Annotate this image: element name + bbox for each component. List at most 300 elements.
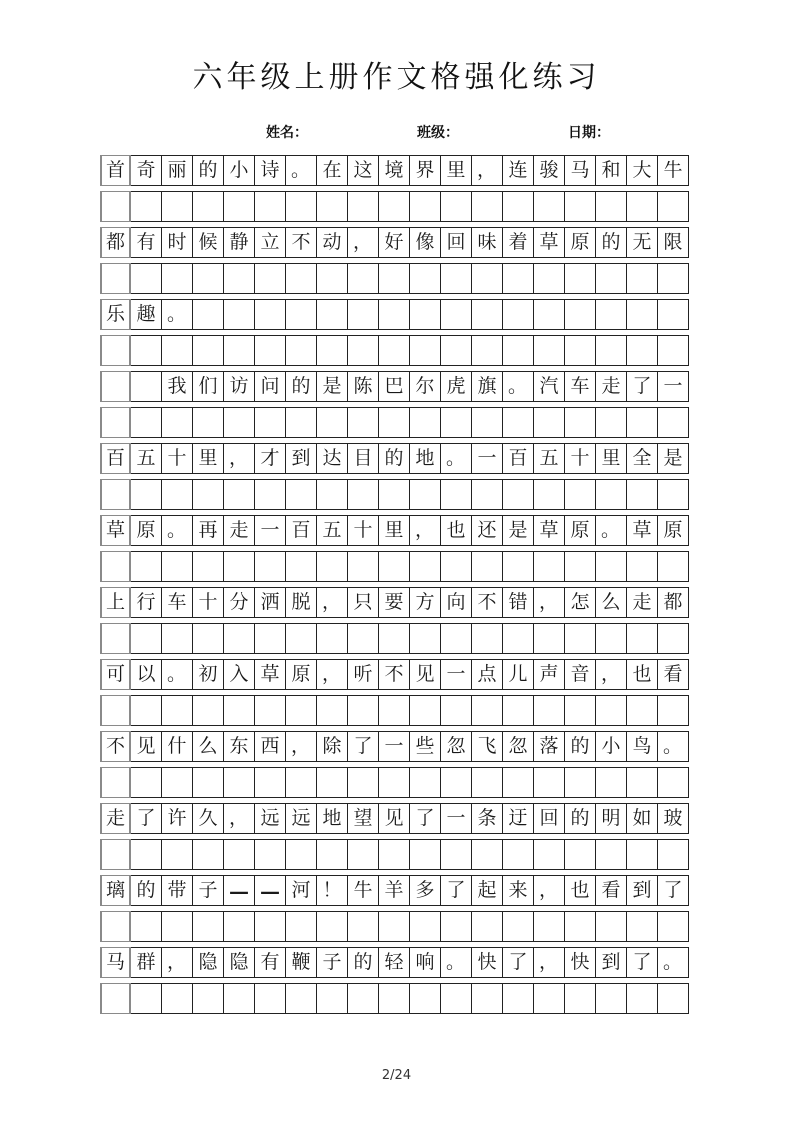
grid-cell: 牛 xyxy=(348,876,379,905)
grid-cell: 的 xyxy=(193,156,224,185)
grid-cell: 牛 xyxy=(658,156,689,185)
grid-row-blank xyxy=(100,479,689,510)
grid-cell: 可 xyxy=(100,659,131,690)
grid-cell: 界 xyxy=(410,156,441,185)
grid-cell xyxy=(193,768,224,797)
grid-cell: 。 xyxy=(441,948,472,977)
grid-cell: 快 xyxy=(472,948,503,977)
grid-cell: 里 xyxy=(379,516,410,545)
grid-cell: 静 xyxy=(224,228,255,257)
grid-cell: 有 xyxy=(131,228,162,257)
grid-cell xyxy=(348,984,379,1013)
grid-cell: 百 xyxy=(286,516,317,545)
grid-cell: 到 xyxy=(627,876,658,905)
grid-cell: 地 xyxy=(317,804,348,833)
grid-cell: 都 xyxy=(658,588,689,617)
grid-cell xyxy=(534,768,565,797)
grid-cell: 丽 xyxy=(162,156,193,185)
grid-cell: 璃 xyxy=(100,875,131,906)
grid-cell: 声 xyxy=(534,660,565,689)
grid-cell: 里 xyxy=(596,444,627,473)
grid-cell xyxy=(131,480,162,509)
grid-cell xyxy=(441,696,472,725)
grid-cell: 听 xyxy=(348,660,379,689)
grid-cell: 要 xyxy=(379,588,410,617)
grid-cell xyxy=(224,552,255,581)
grid-cell xyxy=(503,336,534,365)
grid-cell: 里 xyxy=(441,156,472,185)
grid-cell xyxy=(658,408,689,437)
grid-cell xyxy=(596,768,627,797)
grid-cell: 一 xyxy=(441,804,472,833)
grid-cell: 群 xyxy=(131,948,162,977)
grid-cell: 了 xyxy=(131,804,162,833)
grid-cell xyxy=(348,912,379,941)
grid-row-text xyxy=(100,731,689,762)
grid-cell: 虎 xyxy=(441,372,472,401)
grid-cell xyxy=(627,300,658,329)
grid-cell xyxy=(286,768,317,797)
grid-row-text xyxy=(100,947,689,978)
grid-cell: 除 xyxy=(317,732,348,761)
grid-cell: 见 xyxy=(131,732,162,761)
grid-cell: 脱 xyxy=(286,588,317,617)
grid-cell: 一 xyxy=(472,444,503,473)
grid-cell xyxy=(348,552,379,581)
grid-cell xyxy=(596,552,627,581)
grid-cell xyxy=(131,408,162,437)
grid-cell: 如 xyxy=(627,804,658,833)
grid-cell xyxy=(534,264,565,293)
grid-cell xyxy=(224,480,255,509)
grid-cell: 的 xyxy=(565,804,596,833)
grid-cell xyxy=(472,696,503,725)
grid-cell xyxy=(255,912,286,941)
grid-cell: 河 xyxy=(286,876,317,905)
grid-row-blank xyxy=(100,407,689,438)
grid-cell xyxy=(627,264,658,293)
grid-cell xyxy=(348,336,379,365)
grid-cell xyxy=(255,696,286,725)
grid-cell: 巴 xyxy=(379,372,410,401)
grid-cell xyxy=(627,912,658,941)
grid-cell xyxy=(627,552,658,581)
grid-cell xyxy=(441,552,472,581)
grid-cell xyxy=(162,912,193,941)
grid-cell xyxy=(224,840,255,869)
grid-cell xyxy=(472,192,503,221)
grid-cell xyxy=(441,408,472,437)
grid-cell: 落 xyxy=(534,732,565,761)
grid-cell: 的 xyxy=(286,372,317,401)
grid-cell: 了 xyxy=(658,876,689,905)
grid-cell xyxy=(379,984,410,1013)
grid-cell xyxy=(100,335,131,366)
grid-row-text xyxy=(100,371,689,402)
grid-cell: 鸟 xyxy=(627,732,658,761)
grid-cell xyxy=(286,408,317,437)
grid-cell xyxy=(503,300,534,329)
grid-cell xyxy=(534,480,565,509)
grid-cell: 一 xyxy=(441,660,472,689)
grid-cell xyxy=(255,264,286,293)
grid-cell xyxy=(441,264,472,293)
grid-cell xyxy=(379,408,410,437)
grid-cell xyxy=(596,984,627,1013)
grid-cell xyxy=(627,624,658,653)
grid-cell xyxy=(658,912,689,941)
grid-cell xyxy=(441,624,472,653)
grid-cell: 动 xyxy=(317,228,348,257)
grid-cell xyxy=(379,336,410,365)
grid-cell: 十 xyxy=(348,516,379,545)
grid-cell xyxy=(131,840,162,869)
grid-cell xyxy=(503,192,534,221)
grid-cell xyxy=(503,480,534,509)
grid-cell: 十 xyxy=(162,444,193,473)
grid-cell: 大 xyxy=(627,156,658,185)
grid-row-blank xyxy=(100,839,689,870)
grid-cell xyxy=(472,840,503,869)
grid-cell xyxy=(472,480,503,509)
grid-cell: 达 xyxy=(317,444,348,473)
grid-cell: 原 xyxy=(658,516,689,545)
grid-row-text xyxy=(100,659,689,690)
grid-cell xyxy=(658,300,689,329)
grid-cell xyxy=(348,408,379,437)
grid-cell xyxy=(255,624,286,653)
grid-cell: 着 xyxy=(503,228,534,257)
grid-cell xyxy=(255,336,286,365)
grid-cell xyxy=(410,192,441,221)
grid-cell: ， xyxy=(224,804,255,833)
grid-cell: 十 xyxy=(193,588,224,617)
grid-cell: 有 xyxy=(255,948,286,977)
grid-cell xyxy=(131,768,162,797)
grid-cell xyxy=(627,336,658,365)
grid-cell: ！ xyxy=(317,876,348,905)
grid-cell xyxy=(224,696,255,725)
grid-cell: 好 xyxy=(379,228,410,257)
grid-cell xyxy=(162,552,193,581)
grid-cell: 向 xyxy=(441,588,472,617)
grid-cell: 一 xyxy=(255,516,286,545)
grid-cell: 久 xyxy=(193,804,224,833)
grid-cell: 不 xyxy=(379,660,410,689)
grid-cell: 。 xyxy=(658,948,689,977)
grid-cell: 走 xyxy=(596,372,627,401)
grid-cell xyxy=(193,696,224,725)
grid-cell xyxy=(193,192,224,221)
grid-cell: ， xyxy=(286,732,317,761)
grid-cell xyxy=(410,696,441,725)
grid-cell xyxy=(255,300,286,329)
grid-cell: 也 xyxy=(441,516,472,545)
grid-cell xyxy=(503,912,534,941)
grid-cell: — xyxy=(224,876,255,905)
grid-row-text xyxy=(100,803,689,834)
grid-cell xyxy=(503,624,534,653)
grid-cell xyxy=(596,192,627,221)
grid-cell: 草 xyxy=(534,228,565,257)
grid-cell xyxy=(565,624,596,653)
grid-cell: 轻 xyxy=(379,948,410,977)
grid-row-text xyxy=(100,227,689,258)
grid-cell: ， xyxy=(472,156,503,185)
grid-cell xyxy=(162,264,193,293)
grid-cell: 还 xyxy=(472,516,503,545)
grid-cell xyxy=(565,840,596,869)
composition-grid xyxy=(100,155,689,1019)
grid-cell: 错 xyxy=(503,588,534,617)
grid-cell xyxy=(565,192,596,221)
grid-cell: 了 xyxy=(627,372,658,401)
grid-cell xyxy=(131,552,162,581)
grid-cell xyxy=(255,552,286,581)
grid-cell: 洒 xyxy=(255,588,286,617)
grid-cell xyxy=(658,336,689,365)
grid-cell xyxy=(348,300,379,329)
grid-cell xyxy=(534,336,565,365)
grid-cell: 东 xyxy=(224,732,255,761)
grid-cell xyxy=(627,408,658,437)
grid-row-blank xyxy=(100,623,689,654)
grid-cell xyxy=(224,912,255,941)
grid-cell: 原 xyxy=(286,660,317,689)
grid-cell: 立 xyxy=(255,228,286,257)
grid-cell xyxy=(162,408,193,437)
grid-cell xyxy=(100,479,131,510)
grid-cell: 草 xyxy=(627,516,658,545)
grid-cell xyxy=(410,912,441,941)
grid-cell: 忽 xyxy=(503,732,534,761)
grid-cell xyxy=(441,912,472,941)
grid-cell xyxy=(565,408,596,437)
grid-cell: 这 xyxy=(348,156,379,185)
grid-cell: ， xyxy=(317,588,348,617)
grid-cell: 见 xyxy=(410,660,441,689)
grid-cell xyxy=(131,696,162,725)
grid-cell xyxy=(317,552,348,581)
grid-cell: 了 xyxy=(410,804,441,833)
grid-cell xyxy=(193,264,224,293)
grid-cell: 初 xyxy=(193,660,224,689)
grid-cell xyxy=(410,768,441,797)
grid-cell xyxy=(317,264,348,293)
grid-cell: 骏 xyxy=(534,156,565,185)
grid-cell xyxy=(565,264,596,293)
grid-row-blank xyxy=(100,767,689,798)
grid-cell: 一 xyxy=(379,732,410,761)
grid-cell: ， xyxy=(534,948,565,977)
grid-cell xyxy=(410,300,441,329)
grid-cell xyxy=(379,480,410,509)
grid-cell: 小 xyxy=(596,732,627,761)
grid-cell: 飞 xyxy=(472,732,503,761)
grid-cell: 方 xyxy=(410,588,441,617)
date-field-label: 日期： xyxy=(568,125,610,141)
grid-cell: 。 xyxy=(286,156,317,185)
grid-cell xyxy=(410,480,441,509)
grid-cell: 响 xyxy=(410,948,441,977)
grid-cell xyxy=(224,408,255,437)
grid-row-blank xyxy=(100,911,689,942)
grid-cell: 车 xyxy=(162,588,193,617)
grid-cell: 。 xyxy=(162,660,193,689)
grid-cell xyxy=(565,336,596,365)
grid-cell xyxy=(534,552,565,581)
page-number: 2/24 xyxy=(381,1068,412,1083)
grid-cell: 原 xyxy=(565,228,596,257)
grid-cell: 远 xyxy=(286,804,317,833)
grid-cell: 都 xyxy=(100,227,131,258)
grid-cell: 限 xyxy=(658,228,689,257)
grid-cell xyxy=(441,336,472,365)
grid-cell: 时 xyxy=(162,228,193,257)
grid-cell xyxy=(100,911,131,942)
grid-cell xyxy=(627,696,658,725)
grid-cell: 全 xyxy=(627,444,658,473)
grid-cell xyxy=(348,624,379,653)
grid-cell xyxy=(534,192,565,221)
grid-cell: 看 xyxy=(596,876,627,905)
grid-cell: 到 xyxy=(596,948,627,977)
grid-cell xyxy=(472,300,503,329)
grid-cell xyxy=(534,696,565,725)
grid-cell xyxy=(658,768,689,797)
grid-cell xyxy=(162,984,193,1013)
grid-cell: 明 xyxy=(596,804,627,833)
grid-cell xyxy=(286,192,317,221)
grid-cell: 见 xyxy=(379,804,410,833)
grid-cell xyxy=(162,624,193,653)
grid-cell: 才 xyxy=(255,444,286,473)
grid-cell: 音 xyxy=(565,660,596,689)
grid-cell: 汽 xyxy=(534,372,565,401)
grid-cell: 起 xyxy=(472,876,503,905)
grid-cell xyxy=(627,192,658,221)
grid-cell: 入 xyxy=(224,660,255,689)
grid-cell: 也 xyxy=(565,876,596,905)
grid-cell xyxy=(410,984,441,1013)
grid-cell: 十 xyxy=(565,444,596,473)
grid-row-text xyxy=(100,515,689,546)
grid-cell: 奇 xyxy=(131,156,162,185)
grid-cell: 到 xyxy=(286,444,317,473)
grid-cell xyxy=(596,624,627,653)
grid-cell xyxy=(658,264,689,293)
grid-cell: 像 xyxy=(410,228,441,257)
grid-cell xyxy=(658,624,689,653)
grid-cell xyxy=(503,552,534,581)
grid-cell xyxy=(286,264,317,293)
grid-cell: 问 xyxy=(255,372,286,401)
grid-cell: 了 xyxy=(627,948,658,977)
grid-cell: ， xyxy=(534,588,565,617)
grid-cell xyxy=(410,624,441,653)
grid-cell xyxy=(193,984,224,1013)
grid-cell: 许 xyxy=(162,804,193,833)
grid-cell: 。 xyxy=(658,732,689,761)
grid-cell xyxy=(286,300,317,329)
grid-cell xyxy=(317,336,348,365)
grid-cell: 车 xyxy=(565,372,596,401)
grid-cell: 了 xyxy=(441,876,472,905)
grid-cell xyxy=(627,840,658,869)
grid-cell: ， xyxy=(596,660,627,689)
grid-cell xyxy=(410,408,441,437)
grid-cell xyxy=(255,192,286,221)
grid-cell xyxy=(379,300,410,329)
grid-cell xyxy=(224,300,255,329)
grid-cell xyxy=(193,624,224,653)
class-field-label: 班级： xyxy=(417,125,459,141)
grid-cell: 条 xyxy=(472,804,503,833)
grid-cell: 。 xyxy=(441,444,472,473)
grid-row-blank xyxy=(100,191,689,222)
grid-cell xyxy=(255,408,286,437)
grid-cell xyxy=(317,300,348,329)
grid-cell xyxy=(317,840,348,869)
grid-cell xyxy=(131,984,162,1013)
grid-cell xyxy=(317,480,348,509)
grid-cell: 望 xyxy=(348,804,379,833)
grid-cell xyxy=(472,336,503,365)
grid-cell: 分 xyxy=(224,588,255,617)
grid-cell xyxy=(441,984,472,1013)
grid-row-blank xyxy=(100,983,689,1014)
grid-cell: 了 xyxy=(503,948,534,977)
grid-cell xyxy=(100,983,131,1014)
grid-cell xyxy=(348,840,379,869)
grid-cell xyxy=(348,264,379,293)
grid-cell: 行 xyxy=(131,588,162,617)
grid-cell xyxy=(410,264,441,293)
grid-cell xyxy=(131,912,162,941)
grid-cell: 什 xyxy=(162,732,193,761)
grid-cell xyxy=(100,371,131,402)
grid-cell xyxy=(193,480,224,509)
grid-cell: 们 xyxy=(193,372,224,401)
grid-cell xyxy=(162,192,193,221)
grid-cell xyxy=(193,912,224,941)
grid-cell: ， xyxy=(348,228,379,257)
grid-cell xyxy=(472,408,503,437)
grid-cell xyxy=(503,840,534,869)
grid-cell xyxy=(565,984,596,1013)
grid-cell: 不 xyxy=(100,731,131,762)
grid-cell xyxy=(131,624,162,653)
grid-row-blank xyxy=(100,263,689,294)
grid-cell xyxy=(410,840,441,869)
grid-cell xyxy=(627,768,658,797)
grid-cell xyxy=(193,300,224,329)
grid-cell xyxy=(534,984,565,1013)
grid-cell xyxy=(534,624,565,653)
grid-cell xyxy=(317,984,348,1013)
grid-cell: ， xyxy=(534,876,565,905)
grid-cell: ， xyxy=(162,948,193,977)
grid-cell xyxy=(596,408,627,437)
grid-cell xyxy=(348,768,379,797)
grid-cell: 快 xyxy=(565,948,596,977)
grid-cell: 不 xyxy=(286,228,317,257)
grid-cell: 的 xyxy=(348,948,379,977)
grid-row-blank xyxy=(100,695,689,726)
grid-cell xyxy=(534,408,565,437)
grid-cell: 小 xyxy=(224,156,255,185)
grid-cell xyxy=(596,912,627,941)
